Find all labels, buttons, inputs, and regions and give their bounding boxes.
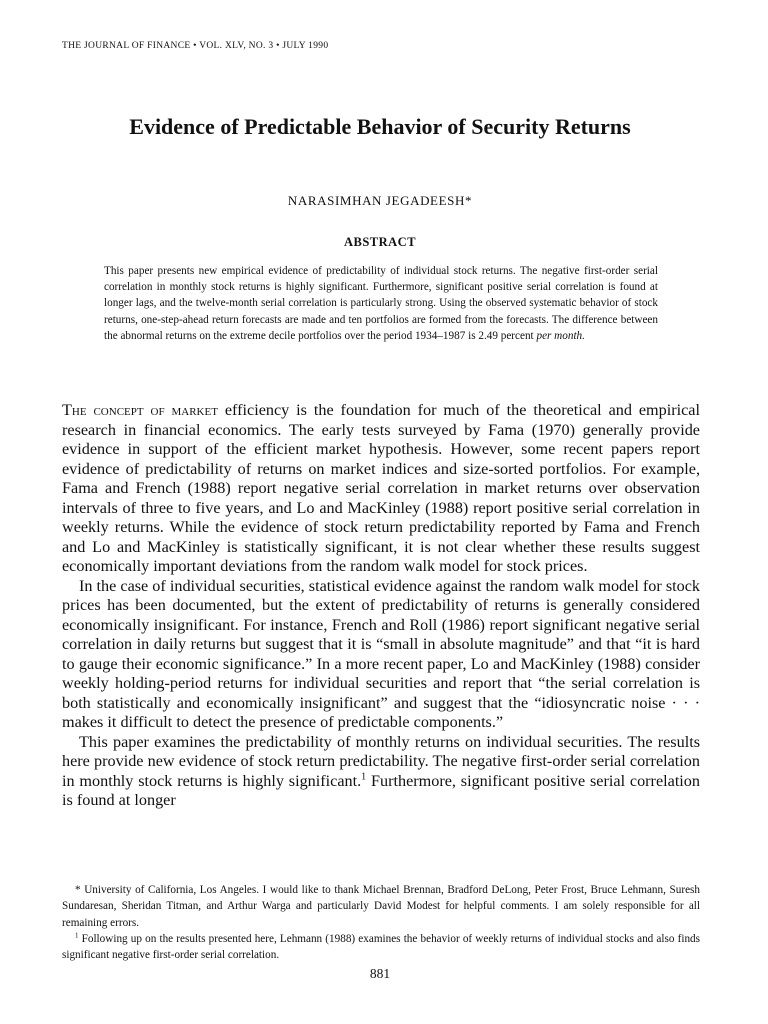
footnotes bbox=[62, 882, 700, 963]
footnote-author-affiliation: * University of California, Los Angeles. I would like to thank Michael Brennan, Bradford DeLong, Peter Frost, Bruce Lehmann, Suresh Sundaresan, Sheridan Titman, and Arthur Warga and particularly David Modest for helpful comments. I am solely responsible for all remaining errors. bbox=[62, 884, 700, 929]
abstract-heading: ABSTRACT bbox=[343, 235, 417, 249]
body-text bbox=[62, 401, 700, 811]
paragraph-3-text-a: This paper examines the predictability of monthly returns on individual securities. The results here provide new evidence of stock return predictability. The negative first-order serial correlation in monthly stock returns is highly significant. bbox=[62, 732, 700, 790]
paragraph-2: In the case of individual securities, statistical evidence against the random walk model for stock prices has been documented, but the extent of predictability of returns is generally considered economically insignificant. For instance, French and Roll (1986) report significant negative serial correlation in daily returns but suggest that it is “small in absolute magnitude” and that “it is hard to gauge their economic significance.” In a more recent paper, Lo and MacKinley (1988) consider weekly holding-period returns for individual securities and report that “the serial correlation is both statistically and economically insignificant” and suggest that the “idiosyncratic noise · · · makes it difficult to detect the presence of predictable components.” bbox=[62, 576, 700, 731]
page-number: 881 bbox=[369, 966, 391, 981]
footnote-1-marker: 1 bbox=[75, 931, 79, 940]
paragraph-3-text-b: Furthermore, significant positive serial correlation is found at longer bbox=[62, 771, 700, 809]
abstract-emphasis: per month. bbox=[536, 329, 585, 342]
paragraph-1-lead-in: The concept of market bbox=[62, 401, 218, 419]
running-head: THE JOURNAL OF FINANCE • VOL. XLV, NO. 3 • JULY 1990 bbox=[62, 41, 329, 51]
footnote-1-text: Following up on the results presented here, Lehmann (1988) examines the behavior of weekly returns of individual stocks and also finds significant negative first-order serial correlation. bbox=[62, 932, 700, 962]
footnote-1 bbox=[62, 931, 700, 964]
abstract-text bbox=[104, 263, 658, 344]
abstract-main: This paper presents new empirical evidence of predictability of individual stock returns. The negative first-order serial correlation in monthly stock returns is highly significant. Furthermore, significant positive serial correlation is found at longer lags, and the twelve-month serial correlation is particularly strong. Using the observed systematic behavior of stock returns, one-step-ahead return forecasts are made and ten portfolios are formed from the forecasts. The difference between the abnormal returns on the extreme decile portfolios over the period 1934–1987 is 2.49 percent bbox=[104, 265, 658, 342]
article-title: Evidence of Predictable Behavior of Security Returns bbox=[129, 114, 631, 139]
author-name: NARASIMHAN JEGADEESH* bbox=[287, 193, 473, 208]
paragraph-1-text: efficiency is the foundation for much of the theoretical and empirical research in financial economics. The early tests surveyed by Fama (1970) generally provide evidence in support of the efficient market hypothesis. However, some recent papers report evidence of predictability of returns on market indices and size-sorted portfolios. For example, Fama and French (1988) report negative serial correlation in market returns over observation intervals of three to five years, and Lo and MacKinley (1988) report positive serial correlation in weekly returns. While the evidence of stock return predictability reported by Fama and French and Lo and MacKinley is statistically significant, it is not clear whether these results suggest economically important deviations from the random walk model for stock prices. bbox=[62, 401, 700, 575]
paragraph-1 bbox=[62, 401, 700, 577]
paragraph-3 bbox=[62, 733, 700, 811]
footnote-1-reference: 1 bbox=[361, 771, 367, 783]
